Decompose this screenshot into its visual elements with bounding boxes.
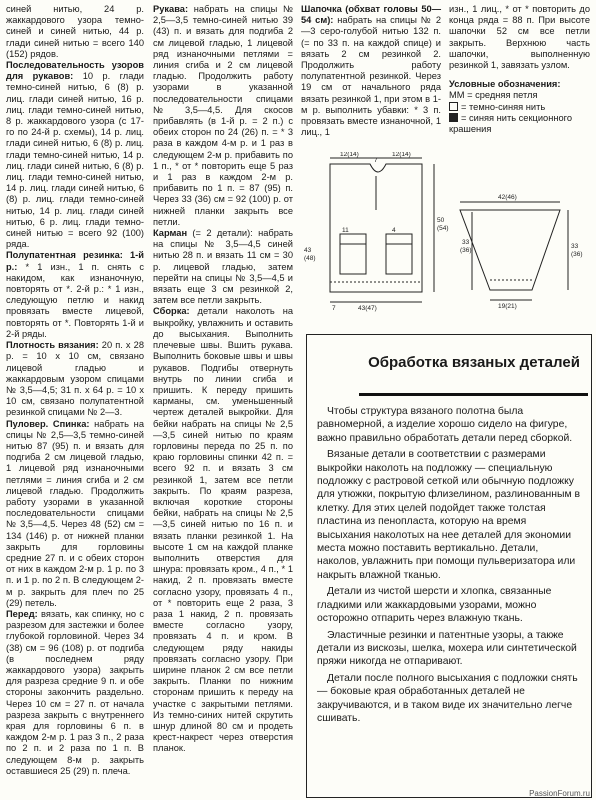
text-column-4 xyxy=(449,4,590,135)
label-sleeve-side-4: (36) xyxy=(571,251,583,258)
col2-paragraph xyxy=(153,228,293,306)
legend-mm: ММ = средняя петля xyxy=(449,90,538,101)
legend-title: Условные обозначения: xyxy=(449,79,561,90)
col2-paragraph xyxy=(153,4,293,228)
label-sleeve-top: 42(46) xyxy=(498,194,517,201)
text-column-2 xyxy=(153,4,293,755)
col1-heading: Перед: xyxy=(6,608,38,619)
text-column-1 xyxy=(6,4,144,777)
legend-item-dark: = темно-синяя нить xyxy=(449,102,590,113)
col1-heading: Плотность вязания: xyxy=(6,340,99,351)
col2-text: (= 2 детали): набрать на спицы № 3,5—4,5 синей нитью 28 п. и вязать 11 см = 30 р. лицевой гладью, затем перейти на спицы № 3,5—4,5 и вязать еще 3 см резинкой 2, затем все петли закрыть. xyxy=(153,228,293,306)
col2-heading: Карман xyxy=(153,228,188,239)
label-front-bottom-2: 43(47) xyxy=(358,305,377,312)
col2-text: набрать на спицы № 2,5—3,5 темно-синей нитью 39 (43) п. и вязать для подгиба 2 см лицевой гладью, 1 лицевой ряд изнаночными петлями = линия сгиба и 2 см лицевой гладью. Продолжить работу узорами в указанной последовательности спицами № 3,5—4,5. Для скосов прибавлять (в 1-й р. = 2 п.) с обеих сторон по 24 (26) п. = * 3 раза в каждом 4-м р. и 1 раз в следующем 2-м р. прибавить по 1 п., * от * повторить еще 5 раз и 1 раз в каждом 2-м р. прибавить по 1 п. = 87 (95) п. Через 33 (36) см = 92 (100) р. от нижней планки закрыть все петли. xyxy=(153,4,293,227)
info-box xyxy=(306,334,592,798)
col1-paragraph xyxy=(6,419,144,609)
box-paragraph: Детали из чистой шерсти и хлопка, связанные гладкими или жаккардовыми узорами, можно осторожно отпарить через влажную ткань. xyxy=(317,586,552,625)
box-paragraph: Вязаные детали в соответствии с размерами выкройки наколоть на подложку — специальную подложку с растровой сеткой или обычную подложку для утюжки, покрытую флизелином, разлинованным в клетку. Для этих целей подойдет также толстая пластина из пенопласта, которую на время высыхания наколотых на нее деталей для экономии места можно поставить вертикально. Детали, наколов, увлажнить при помощи пульверизатора или накрыть влажной тканью. xyxy=(317,449,581,581)
col2-heading: Сборка: xyxy=(153,306,190,317)
label-sleeve-side-1: 33 xyxy=(462,239,470,246)
col1-text: 10 р. глади темно-синей нитью, 6 (8) р. лиц. глади синей нитью, 16 р. лиц. глади темно-синей нитью, 8 р. жаккардового узора (с 17-го по 24-й р. схемы), 14 р. лиц. глади синей нитью, 6 (8) р. лиц. глади темно-синей нитью, 14 р. лиц. глади синей нитью, 6 (8) р. лиц. глади темно-синей нитью, 14 р. лиц. глади синей нитью, 6 (8) р. лиц. глади темно-синей нитью, 14 р. лиц. глади синей нитью, 6 р. лиц. глади темно-синей нитью = всего 92 (100) ряда. xyxy=(6,71,144,250)
col2-heading: Рукава: xyxy=(153,4,189,14)
text-column-3 xyxy=(301,4,441,138)
col3-heading: Шапочка (обхват головы 50—54 см): xyxy=(301,4,441,26)
label-sleeve-side-2: (36) xyxy=(460,247,472,254)
col1-text: синей нитью, 24 р. жаккардового узора темно-синей и синей нитью, 44 р. глади синей нитью = всего 140 (152) рядов. xyxy=(6,4,144,59)
label-front-top-3: 12(14) xyxy=(392,152,411,158)
pattern-diagrams xyxy=(300,152,594,312)
col1-text: вязать, как спинку, но с разрезом для застежки и более глубокой горловиной. Через 34 (38) см = 96 (108) р. от подгиба (в последнем ряду жаккардового узора) закрыть для разреза средние 9 п. и обе стороны закончить раздельно. Через 10 см = 27 п. от начала разреза закрыть с внутреннего края для горловины 6 п. в каждом 2-м р. 1 раз 3 п., 2 раза по 2 п. и 2 раза по 1 п. В следующем 8-м р. закрыть оставшиеся 25 (29) п. плеча. xyxy=(6,608,144,776)
label-front-side-1: 50 xyxy=(437,217,445,224)
col1-paragraph xyxy=(6,60,144,250)
col4-paragraph xyxy=(449,4,590,71)
pocket-left xyxy=(340,234,366,274)
col3-paragraph xyxy=(301,4,441,138)
label-front-side-2: (54) xyxy=(437,225,449,232)
col1-paragraph xyxy=(6,609,144,777)
box-paragraph: Эластичные резинки и патентные узоры, а также детали из вискозы, шелка, мохера или синтетической пряжи никогда не отпаривают. xyxy=(317,629,577,668)
pocket-right xyxy=(386,234,412,274)
col1-heading: Пуловер. Спинка: xyxy=(6,418,90,429)
credit-watermark: PassionForum.ru xyxy=(529,789,590,798)
square-filled-icon xyxy=(449,113,458,122)
box-paragraph: Детали после полного высыхания с подложки снять — боковые края обработанных деталей не закручиваются, и в таком виде их значительно легче сшивать. xyxy=(317,672,578,724)
col1-text: * 1 изн., 1 п. снять с накидом, как изнаночную, повторять от *. 2-й р.: * 1 изн., следующую петлю и накид провязать вместе лицевой, повторять от *. Повторять 1-й и 2-й ряды. xyxy=(6,261,144,339)
label-front-side-4: (48) xyxy=(304,255,316,262)
label-sleeve-bottom: 19(21) xyxy=(498,303,517,310)
square-empty-icon xyxy=(449,102,458,111)
col1-heading: Последовательность узоров для рукавов: xyxy=(6,60,144,82)
box-paragraph: Чтобы структура вязаного полотна была равномерной, а изделие хорошо сидело на фигуре, важно правильно обработать детали перед сборкой. xyxy=(317,406,573,444)
label-front-top-2: 7 xyxy=(374,157,378,164)
col3-text: набрать на спицы № 2—3 серо-голубой нитью 132 п. (= по 33 п. на каждой спице) и вязать 2 см резинкой 2. Продолжить работу полупатентной резинкой. Через 19 см от начального ряда вязать резинкой 1, при этом в 1-м р. выполнить убавки: * 3 п. провязать вместе изнаночной, 1 лиц., 1 xyxy=(301,15,441,138)
label-pocket-w: 11 xyxy=(342,227,349,234)
col4-text: изн., 1 лиц., * от * повторить до конца ряда = 88 п. При высоте шапочки 52 см все петли закрыть. Верхнюю часть шапочки, выполненную резинкой 1, завязать узлом. xyxy=(449,4,590,71)
col1-text: набрать на спицы № 2,5—3,5 темно-синей нитью 87 (95) п. и вязать для подгиба 2 см лицевой гладью, 1 лицевой ряд изнаночными петлями = линия сгиба и 2 см лицевой гладью. Продолжить работу узорами в указанной последовательности спицами № 3,5—4,5. Через 48 (52) см = 134 (146) р. от нижней планки закрыть для горловины средние 27 п. и с обеих сторон от них в каждом 2-м р. 1 р. по 3 п. и 1 р. по 2 п. В следующем 2-м р. закрыть для плеч по 25 (29) петель. xyxy=(6,418,144,608)
col1-heading: Полупатентная резинка: 1-й р.: xyxy=(6,250,144,272)
label-front-bottom-1: 7 xyxy=(332,305,336,312)
col2-paragraph xyxy=(153,306,293,754)
legend-item-blue: = синяя нить секционного крашения xyxy=(449,112,573,135)
col1-text: 20 п. х 28 р. = 10 х 10 см, связано лицевой гладью и жаккардовым узором спицами № 3,5—4,5; 31 п. х 64 р. = 10 х 10 см, связано полупатентной резинкой спицами № 2—3. xyxy=(6,340,144,418)
box-title: Обработка вязаных деталей xyxy=(368,354,580,371)
col1-paragraph xyxy=(6,4,144,60)
label-front-top-1: 12(14) xyxy=(340,152,359,158)
col1-paragraph xyxy=(6,250,144,340)
label-sleeve-side-3: 33 xyxy=(571,243,579,250)
col2-text: детали наколоть на выкройку, увлажнить и оставить до высыхания. Выполнить плечевые швы. Вшить рукава. Выполнить боковые швы и швы рукавов. Подгибы отвернуть внутрь по линии сгиба и пришить. К переду пришить карманы, см. уменьшенный чертеж деталей выкройки. Для бейки набрать на спицы № 2,5—3,5 синей нитью по краям горловины переда по 25 п. по краю горловины спинки 42 п. = всего 92 п. и вязать 3 см резинкой 1, затем все петли закрыть. По краям разреза, включая короткие стороны бейки, набрать на спицы № 2,5—3,5 синей нитью по 16 п. и вязать планки резинкой 1. На высоте 1 см на каждой планке выполнить отверстия для шнура: провязать кром., 4 п., * 1 накид, 2 п. провязать вместе согласно узору, провязать 4 п., от * повторить еще 2 раза, 3 раза 1 накид, 2 п. провязать вместе согласно узору, провязать 4 п. и кром. В следующем ряду накиды провязать согласно узору. При ширине планок 2 см все петли закрыть. Планки по нижним сторонам пришить к переду на участке с закрытыми петлями. Из темно-синих нитей скрутить шнур длиной 80 см и продеть крест-накрест через отверстия планок. xyxy=(153,306,293,754)
sleeve-piece-outline xyxy=(460,210,560,290)
box-title-rule xyxy=(359,393,588,396)
label-front-side-3: 43 xyxy=(304,247,312,254)
box-body xyxy=(317,405,581,728)
col1-paragraph xyxy=(6,340,144,418)
label-pocket-h: 4 xyxy=(392,227,396,234)
